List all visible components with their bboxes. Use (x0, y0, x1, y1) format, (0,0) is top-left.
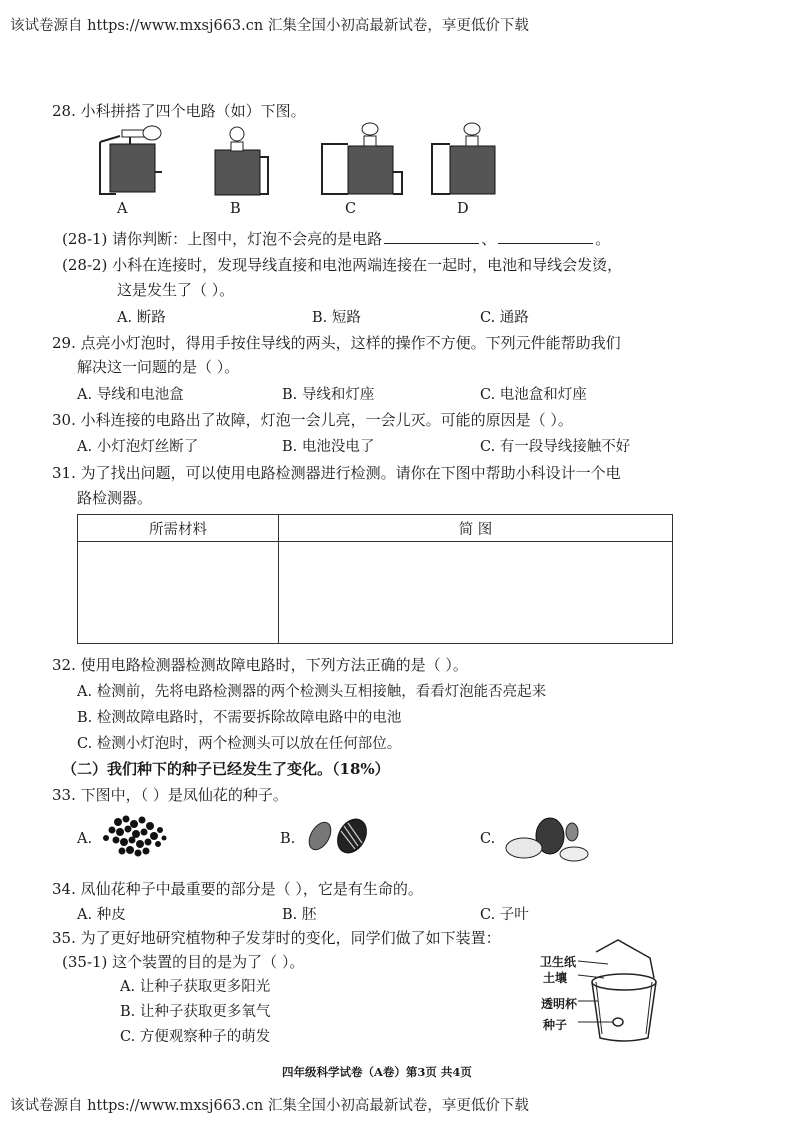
q29-option-a[interactable]: A. 导线和电池盒 (77, 387, 184, 403)
label-soil: 土壤 (543, 971, 568, 985)
seeds-c-image (502, 808, 594, 866)
q28-option-c[interactable]: C. 通路 (480, 310, 529, 326)
circuit-a (100, 126, 162, 194)
q30-option-b[interactable]: B. 电池没电了 (282, 439, 375, 455)
table-header-diagram: 简 图 (279, 515, 673, 542)
q34-option-b[interactable]: B. 胚 (282, 907, 317, 923)
q34-option-c[interactable]: C. 子叶 (480, 907, 529, 923)
circuit-b (215, 127, 268, 195)
q29-option-b[interactable]: B. 导线和灯座 (282, 387, 375, 403)
q35-option-b[interactable]: B. 让种子获取更多氧气 (120, 1004, 271, 1020)
circuit-label-d: D (457, 201, 469, 217)
table-header-materials: 所需材料 (78, 515, 279, 542)
q28-2-line2: 这是发生了（ ）。 (117, 281, 235, 299)
q33-line1: 33. 下图中，（ ）是凤仙花的种子。 (52, 786, 288, 804)
q29-option-c[interactable]: C. 电池盒和灯座 (480, 387, 587, 403)
diagram-answer-cell[interactable] (279, 542, 673, 644)
q32-option-c[interactable]: C. 检测小灯泡时，两个检测头可以放在任何部位。 (77, 736, 402, 752)
seed-label-b[interactable]: B. (280, 831, 296, 847)
seed-label-a[interactable]: A. (77, 831, 93, 847)
circuit-label-c: C (345, 201, 357, 217)
q35-1: (35-1) 这个装置的目的是为了（ ）。 (62, 953, 305, 971)
q28-1-text: (28-1) 请你判断：上图中，灯泡不会亮的是电路 (62, 230, 383, 248)
q28-1: (28-1) 请你判断：上图中，灯泡不会亮的是电路 、 。 (62, 230, 611, 248)
seeds-b-image (300, 812, 375, 860)
circuit-c (322, 123, 402, 194)
detector-design-table (77, 514, 673, 644)
seed-label-c[interactable]: C. (480, 831, 496, 847)
circuit-label-b: B (230, 201, 241, 217)
answer-blank-1[interactable] (384, 229, 479, 244)
q31-line2: 路检测器。 (77, 489, 153, 507)
q30-option-a[interactable]: A. 小灯泡灯丝断了 (77, 439, 199, 455)
q28-option-a[interactable]: A. 断路 (117, 310, 166, 326)
q32-option-b[interactable]: B. 检测故障电路时，不需要拆除故障电路中的电池 (77, 710, 402, 726)
q35-option-a[interactable]: A. 让种子获取更多阳光 (120, 979, 271, 995)
q31-line1: 31. 为了找出问题，可以使用电路检测器进行检测。请你在下图中帮助小科设计一个电 (52, 464, 621, 482)
label-tissue: 卫生纸 (540, 955, 577, 969)
germination-cup-diagram (578, 938, 668, 1044)
q35-line1: 35. 为了更好地研究植物种子发芽时的变化，同学们做了如下装置： (52, 929, 501, 947)
circuit-d (432, 123, 495, 194)
page-footer: 四年级科学试卷（A卷）第3页 共4页 (282, 1065, 472, 1079)
q28-stem: 28. 小科拼搭了四个电路（如）下图。 (52, 102, 306, 120)
q29-line2: 解决这一问题的是（ ）。 (77, 358, 240, 376)
label-clear-cup: 透明杯 (541, 997, 578, 1011)
materials-answer-cell[interactable] (78, 542, 279, 644)
q32-line1: 32. 使用电路检测器检测故障电路时，下列方法正确的是（ ）。 (52, 656, 468, 674)
q32-option-a[interactable]: A. 检测前，先将电路检测器的两个检测头互相接触，看看灯泡能否亮起来 (77, 684, 547, 700)
section-2-heading: （二）我们种下的种子已经发生了变化。（18%） (62, 760, 390, 778)
circuit-label-a: A (117, 201, 128, 217)
watermark-bottom: 该试卷源自 https://www.mxsj663.cn 汇集全国小初高最新试卷，享更低价下载 (10, 1098, 529, 1114)
q30-option-c[interactable]: C. 有一段导线接触不好 (480, 439, 631, 455)
seeds-a-image (98, 810, 174, 862)
watermark-top: 该试卷源自 https://www.mxsj663.cn 汇集全国小初高最新试卷，享更低价下载 (10, 18, 529, 34)
circuit-diagrams (90, 122, 530, 204)
q34-line1: 34. 凤仙花种子中最重要的部分是（ ），它是有生命的。 (52, 880, 423, 898)
q28-2-line1: (28-2) 小科在连接时，发现导线直接和电池两端连接在一起时，电池和导线会发烫， (62, 256, 623, 274)
q35-option-c[interactable]: C. 方便观察种子的萌发 (120, 1029, 271, 1045)
answer-blank-2[interactable] (498, 229, 593, 244)
q34-option-a[interactable]: A. 种皮 (77, 907, 126, 923)
label-seed: 种子 (543, 1018, 568, 1032)
q29-line1: 29. 点亮小灯泡时，得用手按住导线的两头，这样的操作不方便。下列元件能帮助我们 (52, 334, 621, 352)
q28-option-b[interactable]: B. 短路 (312, 310, 361, 326)
q30-line1: 30. 小科连接的电路出了故障，灯泡一会儿亮，一会儿灭。可能的原因是（ ）。 (52, 411, 573, 429)
